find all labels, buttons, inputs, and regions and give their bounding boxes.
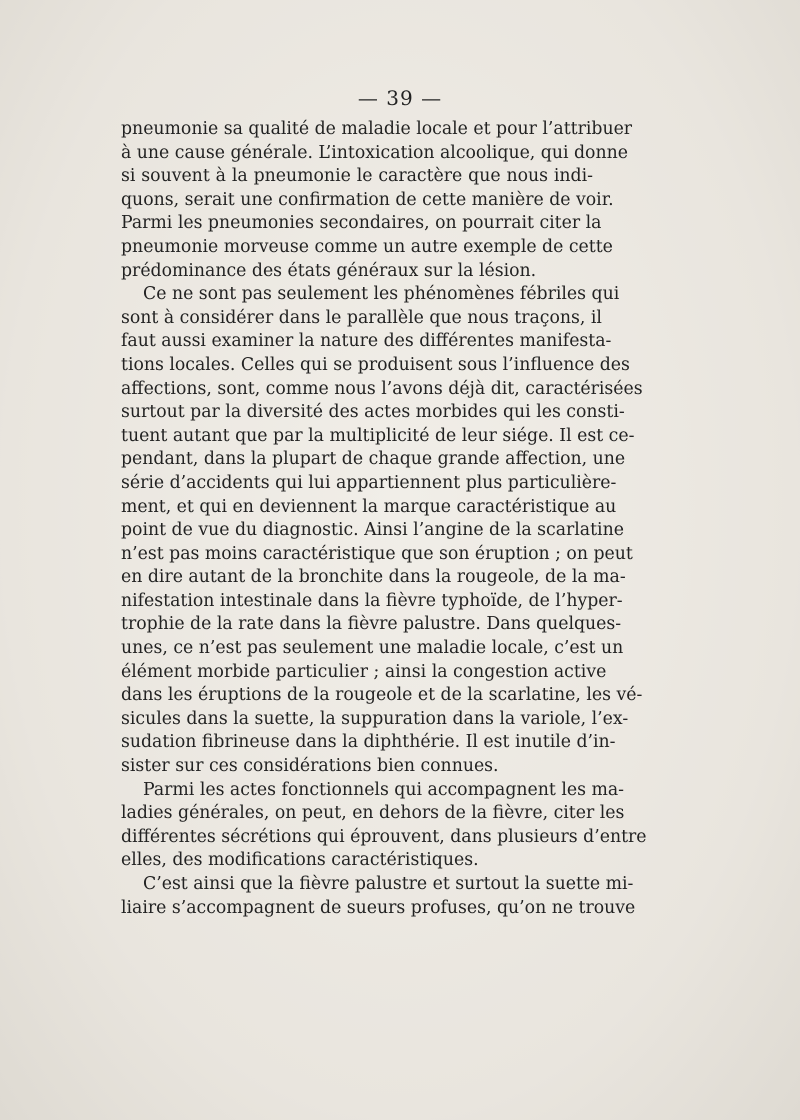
text-line: Parmi les actes fonctionnels qui accompagnent les ma- [143, 779, 624, 800]
text-line: prédominance des états généraux sur la lésion. [121, 260, 537, 281]
text-line: Parmi les pneumonies secondaires, on pourrait citer la [121, 213, 602, 234]
text-line: nifestation intestinale dans la fièvre typhoïde, de l’hyper- [121, 590, 623, 611]
text-line: point de vue du diagnostic. Ainsi l’angine de la scarlatine [121, 520, 624, 541]
text-line: sister sur ces considérations bien connues. [121, 756, 499, 777]
text-line: tuent autant que par la multiplicité de leur siége. Il est ce- [121, 425, 635, 446]
text-line: n’est pas moins caractéristique que son éruption ; on peut [121, 543, 633, 564]
text-line: tions locales. Celles qui se produisent sous l’influence des [121, 354, 630, 375]
text-line: en dire autant de la bronchite dans la rougeole, de la ma- [121, 567, 626, 588]
paragraph [121, 118, 633, 283]
text-line: si souvent à la pneumonie le caractère que nous indi- [121, 166, 593, 187]
text-line: ment, et qui en deviennent la marque caractéristique au [121, 496, 617, 517]
text-line: trophie de la rate dans la fièvre palustre. Dans quelques- [121, 614, 622, 635]
text-line: elles, des modifications caractéristiques. [121, 850, 479, 871]
text-line: sicules dans la suette, la suppuration dans la variole, l’ex- [121, 708, 629, 729]
text-line: faut aussi examiner la nature des différentes manifesta- [121, 331, 612, 352]
text-line: C’est ainsi que la fièvre palustre et surtout la suette mi- [143, 874, 634, 894]
text-line: pneumonie sa qualité de maladie locale et pour l’attribuer [121, 119, 633, 139]
paragraph [121, 873, 636, 920]
text-line: à une cause générale. L’intoxication alcoolique, qui donne [121, 142, 628, 163]
text-line: pendant, dans la plupart de chaque grande affection, une [121, 449, 626, 470]
text-line: sudation fibrineuse dans la diphthérie. Il est inutile d’in- [121, 732, 616, 753]
text-line: unes, ce n’est pas seulement une maladie locale, c’est un [121, 638, 624, 659]
text-line: affections, sont, comme nous l’avons déjà dit, caractérisées [121, 378, 643, 399]
text-line: différentes sécrétions qui éprouvent, dans plusieurs d’entre [121, 826, 647, 847]
paragraph [121, 779, 647, 873]
text-line: ladies générales, on peut, en dehors de la fièvre, citer les [121, 803, 625, 824]
text-line: quons, serait une confirmation de cette manière de voir. [121, 189, 614, 210]
text-line: surtout par la diversité des actes morbides qui les consti- [121, 402, 625, 423]
paragraph [121, 283, 643, 778]
text-line: série d’accidents qui lui appartiennent plus particulière- [121, 472, 617, 493]
text-line: dans les éruptions de la rougeole et de la scarlatine, les vé- [121, 685, 643, 706]
text-line: Ce ne sont pas seulement les phénomènes fébriles qui [143, 284, 620, 305]
page-number: — 39 — [357, 86, 443, 110]
text-line: liaire s’accompagnent de sueurs profuses, qu’on ne trouve [121, 897, 636, 918]
body-text [121, 118, 647, 920]
text-line: sont à considérer dans le parallèle que nous traçons, il [121, 307, 602, 328]
text-line: élément morbide particulier ; ainsi la congestion active [121, 661, 607, 682]
text-line: pneumonie morveuse comme un autre exemple de cette [121, 236, 613, 257]
